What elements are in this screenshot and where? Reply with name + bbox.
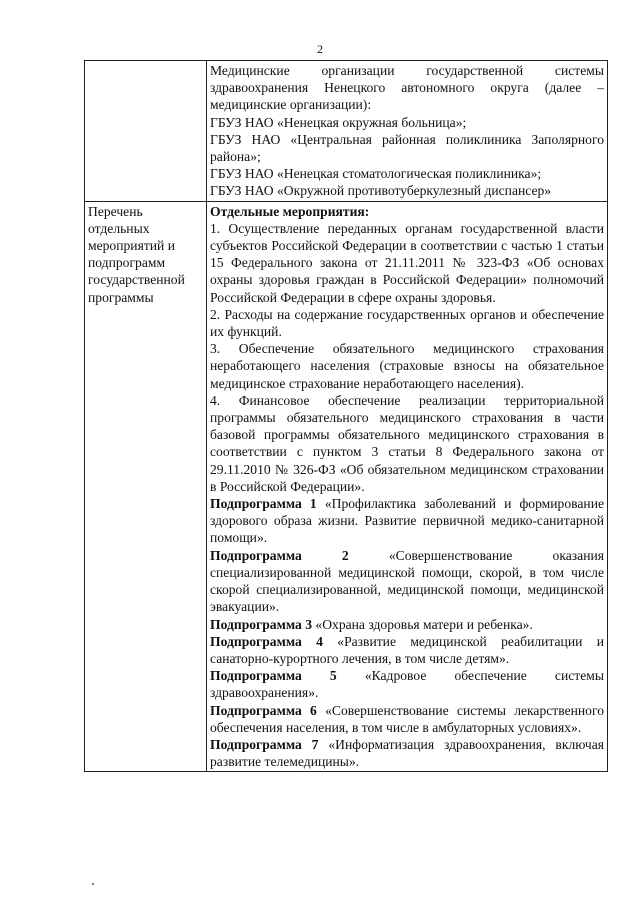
subprogram-label: Подпрограмма 5 xyxy=(210,668,337,684)
measures-heading: Отдельные мероприятия: xyxy=(210,203,370,219)
program-passport-table xyxy=(84,60,608,772)
subprogram-label: Подпрограмма 3 xyxy=(210,616,312,632)
subprogram-item xyxy=(210,633,604,667)
organizations-intro: Медицинские организации государственной системы здравоохранения Ненецкого автономного округа (далее – медицинские организации): xyxy=(210,63,604,113)
subprogram-text: «Охрана здоровья матери и ребенка». xyxy=(315,616,533,632)
subprogram-text: «Кадровое обеспечение системы здравоохранения». xyxy=(210,668,604,701)
subprogram-item xyxy=(210,616,604,633)
subprogram-text: «Совершенствование оказания специализированной медицинской помощи, скорой, в том числе скорой специализированной, медицинской помощи, медицинской эвакуации». xyxy=(210,547,604,615)
subprogram-item xyxy=(210,736,604,770)
subprogram-label: Подпрограмма 2 xyxy=(210,547,349,563)
measure-item: 3. Обеспечение обязательного медицинского страхования неработающего населения (страховые взносы на обязательное медицинское страхование неработающего населения). xyxy=(210,341,604,391)
subprogram-label: Подпрограмма 7 xyxy=(210,736,319,752)
subprogram-text: «Совершенствование системы лекарственного обеспечения населения, в том числе в амбулаторных условиях». xyxy=(210,702,604,735)
table-row-medical-organizations xyxy=(85,61,608,202)
medical-organizations-cell xyxy=(207,61,608,202)
subprogram-item xyxy=(210,667,604,701)
subprogram-label: Подпрограмма 1 xyxy=(210,496,317,512)
subprogram-item xyxy=(210,495,604,547)
subprogram-text: «Развитие медицинской реабилитации и санаторно-курортного лечения, в том числе детям». xyxy=(210,633,604,666)
table-row-measures xyxy=(85,201,608,772)
subprogram-label: Подпрограмма 4 xyxy=(210,633,323,649)
measures-cell xyxy=(207,201,608,772)
measure-item: 2. Расходы на содержание государственных органов и обеспечение их функций. xyxy=(210,306,604,340)
scan-speck xyxy=(92,883,94,885)
organization-item: ГБУЗ НАО «Ненецкая окружная больница»; xyxy=(210,114,467,130)
subprogram-text: «Профилактика заболеваний и формирование здорового образа жизни. Развитие первичной медико-санитарной помощи». xyxy=(210,496,605,546)
measure-item: 4. Финансовое обеспечение реализации территориальной программы обязательного медицинского страхования в части базовой программы обязательного медицинского страхования в соответствии с пунктом 3 статьи 8 Федерального закона от 29.11.2010 № 326-ФЗ «Об обязательном медицинском страховании в Российской Федерации». xyxy=(210,392,604,494)
row-label-measures: Перечень отдельных мероприятий и подпрограмм государственной программы xyxy=(85,201,207,772)
organization-item: ГБУЗ НАО «Центральная районная поликлиника Заполярного района»; xyxy=(210,131,604,165)
subprogram-item xyxy=(210,547,604,616)
subprogram-item xyxy=(210,702,604,736)
page-number: 2 xyxy=(317,42,323,56)
measure-item: 1. Осуществление переданных органам государственной власти субъектов Российской Федерации в соответствии с частью 1 статьи 15 Федерального закона от 21.11.2011 № 323-ФЗ «Об основах охраны здоровья граждан в Российской Федерации» полномочий Российской Федерации в сфере охраны здоровья. xyxy=(210,220,604,305)
subprogram-text: «Информатизация здравоохранения, включая развитие телемедицины». xyxy=(210,736,604,770)
subprogram-label: Подпрограмма 6 xyxy=(210,702,317,718)
organization-item: ГБУЗ НАО «Ненецкая стоматологическая поликлиника»; xyxy=(210,166,542,182)
row-label-empty xyxy=(85,61,207,202)
organization-item: ГБУЗ НАО «Окружной противотуберкулезный диспансер» xyxy=(210,183,552,199)
